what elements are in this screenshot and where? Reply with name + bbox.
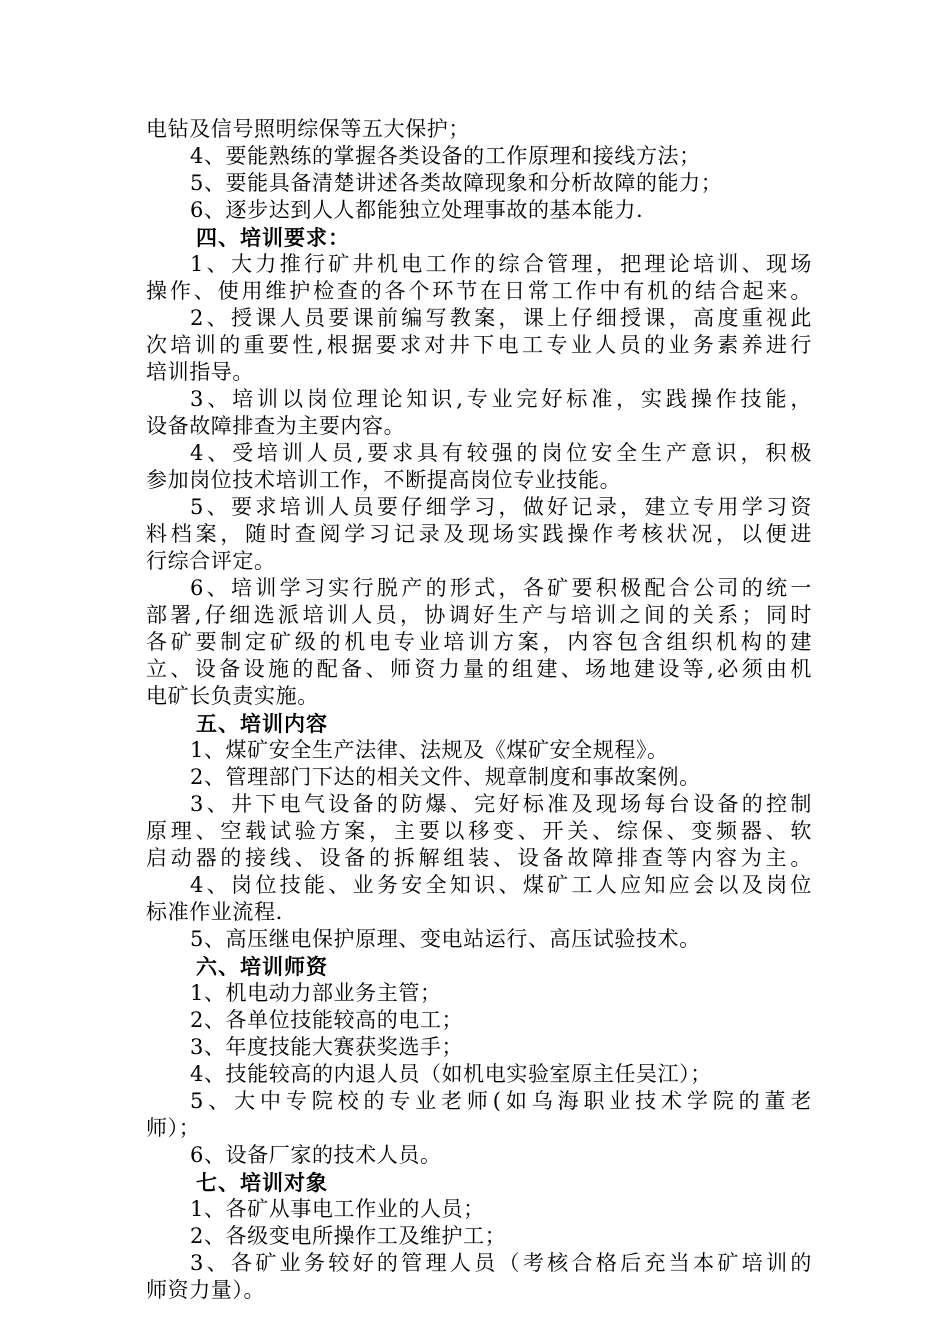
paragraph-line: 操作、使用维护检查的各个环节在日常工作中有机的结合起来。: [146, 279, 812, 303]
list-item-line: 1、机电动力部业务主管；: [190, 981, 442, 1005]
paragraph-line: 参加岗位技术培训工作，不断提高岗位专业技能。: [146, 468, 622, 492]
list-item-line: 5、要求培训人员要仔细学习，做好记录，建立专用学习资: [190, 495, 812, 519]
list-item-line: 1、煤矿安全生产法律、法规及《煤矿安全规程》。: [190, 738, 669, 762]
list-item-line: 3、井下电气设备的防爆、完好标准及现场每台设备的控制: [190, 792, 812, 816]
list-item-line: 2、授课人员要课前编写教案，课上仔细授课，高度重视此: [190, 306, 812, 330]
list-item-line: 4、岗位技能、业务安全知识、煤矿工人应知应会以及岗位: [190, 873, 812, 897]
list-item-line: 1、各矿从事电工作业的人员；: [190, 1197, 485, 1221]
paragraph-line: 标准作业流程.: [146, 900, 283, 924]
list-item-line: 4、技能较高的内退人员（如机电实验室原主任吴江）；: [190, 1062, 712, 1086]
section-heading: 四、培训要求：: [196, 225, 350, 250]
paragraph-line: 启动器的接线、设备的拆解组装、设备故障排查等内容为主。: [146, 846, 812, 870]
list-item-line: 5、高压继电保护原理、变电站运行、高压试验技术。: [190, 927, 701, 951]
paragraph-line: 师）；: [146, 1116, 201, 1140]
paragraph-line: 行综合评定。: [146, 549, 276, 573]
list-item-line: 6、逐步达到人人都能独立处理事故的基本能力.: [190, 198, 644, 222]
list-item-line: 2、各级变电所操作工及维护工；: [190, 1224, 507, 1248]
list-item-line: 1、大力推行矿井机电工作的综合管理，把理论培训、现场: [190, 252, 812, 276]
paragraph-line: 部署,仔细选派培训人员，协调好生产与培训之间的关系；同时: [146, 603, 812, 627]
section-heading: 七、培训对象: [196, 1170, 328, 1195]
paragraph-line: 原理、空载试验方案，主要以移变、开关、综保、变频器、软: [146, 819, 812, 843]
list-item-line: 5、大中专院校的专业老师(如乌海职业技术学院的董老: [190, 1089, 812, 1113]
list-item-line: 3、培训以岗位理论知识,专业完好标准，实践操作技能，: [190, 387, 812, 411]
paragraph-line: 次培训的重要性,根据要求对井下电工专业人员的业务素养进行: [146, 333, 812, 357]
list-item-line: 3、各矿业务较好的管理人员（考核合格后充当本矿培训的: [190, 1251, 812, 1275]
list-item-line: 6、设备厂家的技术人员。: [190, 1143, 442, 1167]
section-heading: 五、培训内容: [196, 711, 328, 736]
paragraph-line: 师资力量）。: [146, 1278, 266, 1302]
paragraph-line: 立、设备设施的配备、师资力量的组建、场地建设等,必须由机: [146, 657, 812, 681]
list-item-line: 2、管理部门下达的相关文件、规章制度和事故案例。: [190, 765, 701, 789]
paragraph-line: 电矿长负责实施。: [146, 684, 319, 708]
paragraph-line: 电钻及信号照明综保等五大保护；: [146, 117, 470, 141]
list-item-line: 4、受培训人员,要求具有较强的岗位安全生产意识，积极: [190, 441, 812, 465]
list-item-line: 5、要能具备清楚讲述各类故障现象和分析故障的能力；: [190, 171, 723, 195]
paragraph-line: 设备故障排查为主要内容。: [146, 414, 406, 438]
paragraph-line: 培训指导。: [146, 360, 254, 384]
paragraph-line: 各矿要制定矿级的机电专业培训方案，内容包含组织机构的建: [146, 630, 812, 654]
section-heading: 六、培训师资: [196, 954, 328, 979]
paragraph-line: 料档案，随时查阅学习记录及现场实践操作考核状况，以便进: [146, 522, 812, 546]
list-item-line: 3、年度技能大赛获奖选手；: [190, 1035, 464, 1059]
list-item-line: 4、要能熟练的掌握各类设备的工作原理和接线方法；: [190, 144, 701, 168]
list-item-line: 2、各单位技能较高的电工；: [190, 1008, 464, 1032]
list-item-line: 6、培训学习实行脱产的形式，各矿要积极配合公司的统一: [190, 576, 812, 600]
document-page: [146, 116, 812, 1304]
